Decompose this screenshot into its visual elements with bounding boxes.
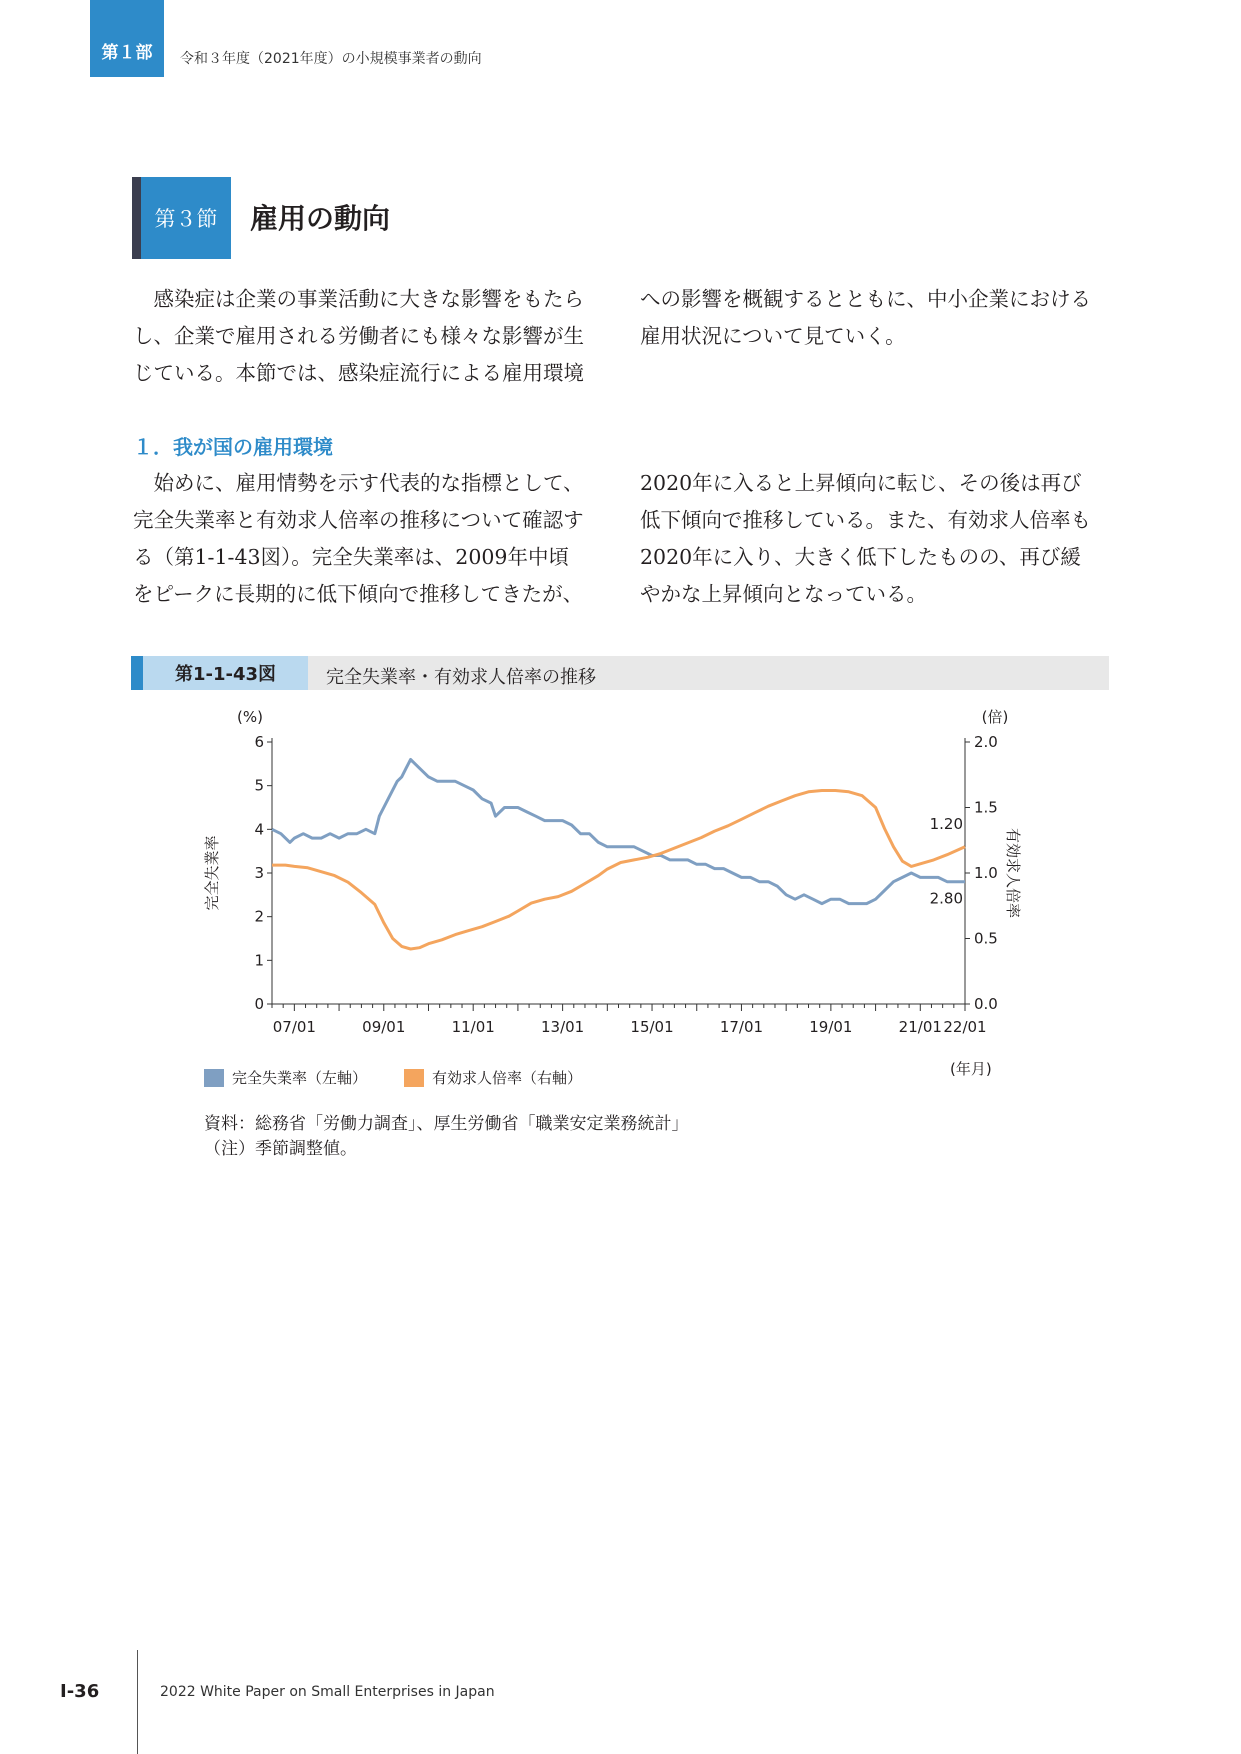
text-line: 感染症は企業の事業活動に大きな影響をもたら (133, 287, 584, 311)
subsection-title: １．我が国の雇用環境 (133, 435, 333, 459)
legend-label: 有効求人倍率（右軸） (432, 1069, 583, 1087)
unemployment-rate-line (272, 760, 965, 904)
x-tick-label: 15/01 (630, 1018, 674, 1036)
y-left-tick-label: 3 (254, 864, 264, 882)
y-right-axis-label: 有効求人倍率 (1004, 827, 1022, 919)
source-note: 資料：総務省「労働力調査」、厚生労働省「職業安定業務統計」 (204, 1114, 689, 1134)
y-left-tick-label: 2 (254, 907, 264, 926)
y-left-axis-label: 完全失業率 (203, 835, 221, 911)
figure-title: 完全失業率・有効求人倍率の推移 (326, 667, 596, 688)
body-right (640, 465, 1091, 613)
footer-title: 2022 White Paper on Small Enterprises in Japan (160, 1684, 495, 1700)
line-chart (200, 700, 1020, 1055)
text-line: への影響を概観するとともに、中小企業における (640, 287, 1091, 311)
chart-series (272, 760, 965, 950)
intro-left (133, 281, 584, 392)
section-title: 雇用の動向 (250, 202, 391, 235)
y-right-tick-label: 1.5 (974, 798, 998, 817)
x-axis-unit: (年月) (950, 1060, 992, 1078)
data-label: 2.80 (929, 889, 963, 908)
y-left-unit: (%) (237, 708, 263, 726)
x-tick-label: 17/01 (719, 1018, 764, 1036)
section-number: 第３節 (132, 177, 231, 259)
legend-swatch (204, 1069, 224, 1087)
text-line: 2020年に入ると上昇傾向に転じ、その後は再び (640, 471, 1082, 495)
legend-item-unemployment (204, 1067, 367, 1088)
footer-divider (137, 1650, 138, 1754)
x-tick-label: 09/01 (362, 1018, 406, 1036)
text-line: る（第1-1-43図）。完全失業率は、2009年中頃 (133, 545, 569, 569)
figure-accent (131, 656, 143, 690)
running-header: 令和３年度（2021年度）の小規模事業者の動向 (180, 51, 482, 67)
x-tick-label: 22/01 (943, 1018, 987, 1036)
text-line: 始めに、雇用情勢を示す代表的な指標として、 (133, 471, 584, 495)
legend-item-job-ratio (404, 1067, 582, 1088)
intro-right (640, 281, 1091, 355)
text-line: 低下傾向で推移している。また、有効求人倍率も (640, 508, 1091, 532)
text-line: 完全失業率と有効求人倍率の推移について確認す (133, 508, 584, 532)
x-tick-label: 11/01 (451, 1018, 495, 1036)
part-tab: 第１部 (90, 0, 164, 77)
text-line: 2020年に入り、大きく低下したものの、再び緩 (640, 545, 1081, 569)
text-line: 雇用状況について見ていく。 (640, 324, 906, 348)
footnote: （注）季節調整値。 (204, 1139, 357, 1159)
y-right-tick-label: 1.0 (974, 864, 998, 882)
y-left-tick-label: 1 (254, 951, 264, 970)
body-left (133, 465, 584, 613)
chart-axes (267, 738, 970, 1011)
text-line: やかな上昇傾向となっている。 (640, 582, 927, 606)
y-left-tick-label: 4 (254, 820, 264, 839)
x-tick-label: 13/01 (540, 1018, 585, 1036)
text-line: じている。本節では、感染症流行による雇用環境 (133, 361, 584, 385)
y-left-tick-label: 5 (254, 776, 264, 795)
job-openings-ratio-line (272, 791, 965, 950)
legend-swatch (404, 1069, 424, 1087)
x-tick-label: 07/01 (272, 1018, 316, 1036)
x-tick-label: 19/01 (809, 1018, 853, 1036)
y-right-tick-label: 2.0 (974, 733, 998, 751)
figure-number: 第1-1-43図 (143, 656, 308, 690)
x-tick-label: 21/01 (898, 1018, 942, 1036)
y-left-tick-label: 6 (254, 733, 264, 751)
text-line: をピークに長期的に低下傾向で推移してきたが、 (133, 582, 584, 606)
y-left-tick-label: 0 (254, 995, 264, 1013)
data-label: 1.20 (929, 814, 963, 833)
y-right-unit: (倍) (981, 708, 1009, 726)
text-line: し、企業で雇用される労働者にも様々な影響が生 (133, 324, 584, 348)
legend-label: 完全失業率（左軸） (232, 1069, 368, 1087)
y-right-tick-label: 0.0 (974, 995, 998, 1013)
y-right-tick-label: 0.5 (974, 929, 998, 948)
page-number: Ⅰ-36 (60, 1681, 100, 1702)
